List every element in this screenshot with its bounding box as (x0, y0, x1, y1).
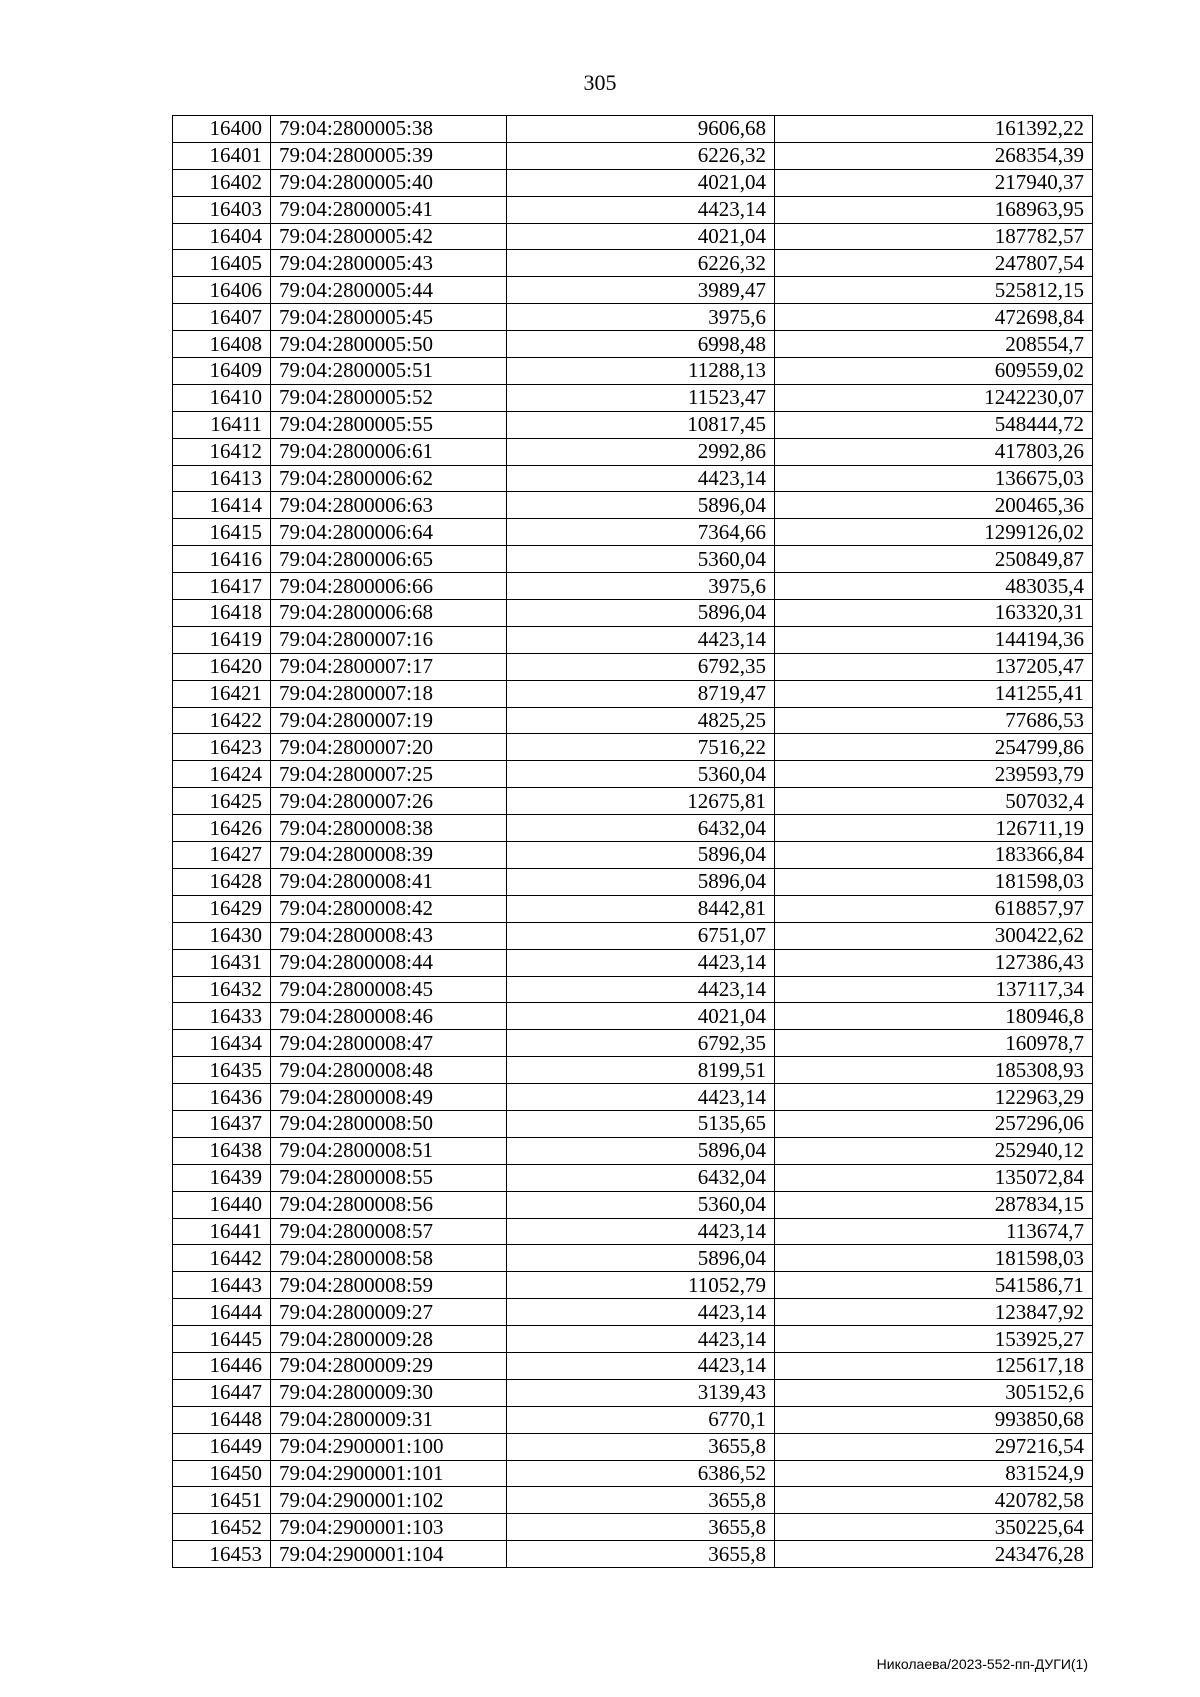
cadastral-number-cell: 79:04:2800005:39 (271, 142, 507, 169)
document-footer-reference: Николаева/2023-552-пп-ДУГИ(1) (876, 1656, 1088, 1672)
cadastral-value-cell: 180946,8 (775, 1003, 1093, 1030)
cadastral-value-cell: 305152,6 (775, 1379, 1093, 1406)
table-row (173, 707, 1093, 734)
row-number-cell: 16440 (173, 1191, 271, 1218)
table-row (173, 358, 1093, 385)
area-cell: 3989,47 (507, 277, 775, 304)
table-row (173, 600, 1093, 627)
area-cell: 5896,04 (507, 1245, 775, 1272)
table-row (173, 1245, 1093, 1272)
area-cell: 3975,6 (507, 304, 775, 331)
cadastral-number-cell: 79:04:2800006:61 (271, 438, 507, 465)
cadastral-number-cell: 79:04:2800008:49 (271, 1084, 507, 1111)
area-cell: 4021,04 (507, 223, 775, 250)
area-cell: 5896,04 (507, 842, 775, 869)
cadastral-number-cell: 79:04:2900001:100 (271, 1433, 507, 1460)
cadastral-value-cell: 137117,34 (775, 976, 1093, 1003)
cadastral-value-cell: 350225,64 (775, 1514, 1093, 1541)
row-number-cell: 16419 (173, 626, 271, 653)
table-row (173, 788, 1093, 815)
area-cell: 6792,35 (507, 653, 775, 680)
cadastral-number-cell: 79:04:2900001:101 (271, 1460, 507, 1487)
cadastral-value-cell: 77686,53 (775, 707, 1093, 734)
cadastral-value-cell: 831524,9 (775, 1460, 1093, 1487)
table-row (173, 922, 1093, 949)
cadastral-number-cell: 79:04:2800005:52 (271, 384, 507, 411)
table-row (173, 169, 1093, 196)
row-number-cell: 16402 (173, 169, 271, 196)
table-row (173, 1218, 1093, 1245)
area-cell: 5896,04 (507, 868, 775, 895)
row-number-cell: 16417 (173, 573, 271, 600)
table-row (173, 653, 1093, 680)
area-cell: 3139,43 (507, 1379, 775, 1406)
cadastral-value-cell: 163320,31 (775, 600, 1093, 627)
area-cell: 6751,07 (507, 922, 775, 949)
cadastral-value-cell: 144194,36 (775, 626, 1093, 653)
cadastral-value-cell: 257296,06 (775, 1110, 1093, 1137)
cadastral-number-cell: 79:04:2800006:62 (271, 465, 507, 492)
cadastral-value-cell: 183366,84 (775, 842, 1093, 869)
area-cell: 4423,14 (507, 196, 775, 223)
cadastral-value-cell: 507032,4 (775, 788, 1093, 815)
row-number-cell: 16453 (173, 1541, 271, 1568)
cadastral-number-cell: 79:04:2800008:59 (271, 1272, 507, 1299)
area-cell: 8719,47 (507, 680, 775, 707)
table-row (173, 116, 1093, 143)
table-row (173, 1030, 1093, 1057)
cadastral-value-cell: 135072,84 (775, 1164, 1093, 1191)
cadastral-number-cell: 79:04:2800005:42 (271, 223, 507, 250)
row-number-cell: 16403 (173, 196, 271, 223)
area-cell: 4423,14 (507, 1299, 775, 1326)
cadastral-number-cell: 79:04:2800009:28 (271, 1326, 507, 1353)
area-cell: 6770,1 (507, 1406, 775, 1433)
table-row (173, 680, 1093, 707)
row-number-cell: 16433 (173, 1003, 271, 1030)
area-cell: 3655,8 (507, 1514, 775, 1541)
area-cell: 4021,04 (507, 1003, 775, 1030)
table-row (173, 546, 1093, 573)
area-cell: 4825,25 (507, 707, 775, 734)
cadastral-value-cell: 122963,29 (775, 1084, 1093, 1111)
area-cell: 5896,04 (507, 492, 775, 519)
cadastral-value-cell: 250849,87 (775, 546, 1093, 573)
cadastral-number-cell: 79:04:2800007:26 (271, 788, 507, 815)
table-row (173, 1406, 1093, 1433)
cadastral-number-cell: 79:04:2800008:58 (271, 1245, 507, 1272)
cadastral-number-cell: 79:04:2800007:16 (271, 626, 507, 653)
cadastral-value-cell: 247807,54 (775, 250, 1093, 277)
area-cell: 4423,14 (507, 465, 775, 492)
table-row (173, 1460, 1093, 1487)
row-number-cell: 16435 (173, 1057, 271, 1084)
row-number-cell: 16451 (173, 1487, 271, 1514)
cadastral-value-cell: 548444,72 (775, 411, 1093, 438)
cadastral-number-cell: 79:04:2800008:57 (271, 1218, 507, 1245)
page-number: 305 (583, 70, 617, 95)
cadastral-value-cell: 161392,22 (775, 116, 1093, 143)
row-number-cell: 16404 (173, 223, 271, 250)
area-cell: 6792,35 (507, 1030, 775, 1057)
cadastral-value-cell: 136675,03 (775, 465, 1093, 492)
row-number-cell: 16409 (173, 358, 271, 385)
table-row (173, 1379, 1093, 1406)
cadastral-number-cell: 79:04:2800009:30 (271, 1379, 507, 1406)
area-cell: 2992,86 (507, 438, 775, 465)
row-number-cell: 16414 (173, 492, 271, 519)
row-number-cell: 16405 (173, 250, 271, 277)
row-number-cell: 16410 (173, 384, 271, 411)
area-cell: 4423,14 (507, 1326, 775, 1353)
cadastral-value-cell: 181598,03 (775, 1245, 1093, 1272)
area-cell: 12675,81 (507, 788, 775, 815)
row-number-cell: 16450 (173, 1460, 271, 1487)
area-cell: 4423,14 (507, 626, 775, 653)
row-number-cell: 16447 (173, 1379, 271, 1406)
cadastral-number-cell: 79:04:2800008:55 (271, 1164, 507, 1191)
row-number-cell: 16420 (173, 653, 271, 680)
cadastral-number-cell: 79:04:2800008:41 (271, 868, 507, 895)
row-number-cell: 16448 (173, 1406, 271, 1433)
cadastral-value-cell: 1299126,02 (775, 519, 1093, 546)
row-number-cell: 16444 (173, 1299, 271, 1326)
row-number-cell: 16413 (173, 465, 271, 492)
row-number-cell: 16449 (173, 1433, 271, 1460)
cadastral-value-cell: 417803,26 (775, 438, 1093, 465)
table-row (173, 1433, 1093, 1460)
row-number-cell: 16436 (173, 1084, 271, 1111)
cadastral-number-cell: 79:04:2800008:38 (271, 815, 507, 842)
row-number-cell: 16431 (173, 949, 271, 976)
row-number-cell: 16452 (173, 1514, 271, 1541)
table-row (173, 277, 1093, 304)
area-cell: 6432,04 (507, 1164, 775, 1191)
cadastral-value-cell: 243476,28 (775, 1541, 1093, 1568)
table-row (173, 1352, 1093, 1379)
area-cell: 8199,51 (507, 1057, 775, 1084)
table-row (173, 626, 1093, 653)
row-number-cell: 16425 (173, 788, 271, 815)
area-cell: 11523,47 (507, 384, 775, 411)
cadastral-number-cell: 79:04:2800005:50 (271, 331, 507, 358)
cadastral-value-cell: 993850,68 (775, 1406, 1093, 1433)
cadastral-number-cell: 79:04:2800007:20 (271, 734, 507, 761)
row-number-cell: 16411 (173, 411, 271, 438)
row-number-cell: 16423 (173, 734, 271, 761)
cadastral-number-cell: 79:04:2800008:42 (271, 895, 507, 922)
cadastral-value-cell: 123847,92 (775, 1299, 1093, 1326)
area-cell: 5360,04 (507, 1191, 775, 1218)
area-cell: 5896,04 (507, 600, 775, 627)
cadastral-number-cell: 79:04:2800006:64 (271, 519, 507, 546)
cadastral-value-cell: 153925,27 (775, 1326, 1093, 1353)
cadastral-value-cell: 239593,79 (775, 761, 1093, 788)
cadastral-number-cell: 79:04:2800007:25 (271, 761, 507, 788)
cadastral-number-cell: 79:04:2800006:68 (271, 600, 507, 627)
area-cell: 7364,66 (507, 519, 775, 546)
cadastral-value-cell: 200465,36 (775, 492, 1093, 519)
table-row (173, 465, 1093, 492)
row-number-cell: 16445 (173, 1326, 271, 1353)
cadastral-number-cell: 79:04:2900001:102 (271, 1487, 507, 1514)
cadastral-value-cell: 127386,43 (775, 949, 1093, 976)
table-row (173, 1191, 1093, 1218)
table-row (173, 384, 1093, 411)
cadastral-number-cell: 79:04:2900001:104 (271, 1541, 507, 1568)
table-row (173, 196, 1093, 223)
cadastral-value-cell: 185308,93 (775, 1057, 1093, 1084)
cadastral-value-cell: 483035,4 (775, 573, 1093, 600)
row-number-cell: 16422 (173, 707, 271, 734)
area-cell: 4021,04 (507, 169, 775, 196)
cadastral-value-cell: 300422,62 (775, 922, 1093, 949)
table-row (173, 519, 1093, 546)
cadastral-number-cell: 79:04:2800009:29 (271, 1352, 507, 1379)
row-number-cell: 16442 (173, 1245, 271, 1272)
row-number-cell: 16415 (173, 519, 271, 546)
cadastral-value-cell: 1242230,07 (775, 384, 1093, 411)
table-row (173, 223, 1093, 250)
cadastral-value-cell: 208554,7 (775, 331, 1093, 358)
area-cell: 4423,14 (507, 1352, 775, 1379)
cadastral-value-cell: 541586,71 (775, 1272, 1093, 1299)
area-cell: 10817,45 (507, 411, 775, 438)
area-cell: 3655,8 (507, 1433, 775, 1460)
cadastral-number-cell: 79:04:2800006:65 (271, 546, 507, 573)
row-number-cell: 16437 (173, 1110, 271, 1137)
area-cell: 6226,32 (507, 250, 775, 277)
area-cell: 11052,79 (507, 1272, 775, 1299)
table-row (173, 1514, 1093, 1541)
table-row (173, 1110, 1093, 1137)
cadastral-number-cell: 79:04:2900001:103 (271, 1514, 507, 1541)
area-cell: 3655,8 (507, 1541, 775, 1568)
cadastral-value-cell: 420782,58 (775, 1487, 1093, 1514)
row-number-cell: 16439 (173, 1164, 271, 1191)
cadastral-value-cell: 525812,15 (775, 277, 1093, 304)
cadastral-number-cell: 79:04:2800005:38 (271, 116, 507, 143)
area-cell: 5135,65 (507, 1110, 775, 1137)
cadastral-number-cell: 79:04:2800006:66 (271, 573, 507, 600)
table-row (173, 304, 1093, 331)
table-row (173, 1487, 1093, 1514)
row-number-cell: 16412 (173, 438, 271, 465)
area-cell: 8442,81 (507, 895, 775, 922)
table-row (173, 438, 1093, 465)
row-number-cell: 16430 (173, 922, 271, 949)
area-cell: 6432,04 (507, 815, 775, 842)
cadastral-value-cell: 217940,37 (775, 169, 1093, 196)
area-cell: 4423,14 (507, 1218, 775, 1245)
cadastral-number-cell: 79:04:2800005:40 (271, 169, 507, 196)
area-cell: 11288,13 (507, 358, 775, 385)
cadastral-value-cell: 126711,19 (775, 815, 1093, 842)
table-row (173, 1164, 1093, 1191)
cadastral-value-cell: 160978,7 (775, 1030, 1093, 1057)
cadastral-number-cell: 79:04:2800005:43 (271, 250, 507, 277)
row-number-cell: 16408 (173, 331, 271, 358)
cadastral-value-cell: 181598,03 (775, 868, 1093, 895)
cadastral-number-cell: 79:04:2800009:31 (271, 1406, 507, 1433)
row-number-cell: 16401 (173, 142, 271, 169)
cadastral-value-table (172, 115, 1093, 1568)
area-cell: 5360,04 (507, 761, 775, 788)
row-number-cell: 16416 (173, 546, 271, 573)
cadastral-value-cell: 254799,86 (775, 734, 1093, 761)
area-cell: 6998,48 (507, 331, 775, 358)
row-number-cell: 16418 (173, 600, 271, 627)
area-cell: 4423,14 (507, 949, 775, 976)
table-row (173, 1299, 1093, 1326)
table-row (173, 1137, 1093, 1164)
table-row (173, 868, 1093, 895)
area-cell: 3655,8 (507, 1487, 775, 1514)
cadastral-value-cell: 287834,15 (775, 1191, 1093, 1218)
table-row (173, 949, 1093, 976)
cadastral-value-cell: 268354,39 (775, 142, 1093, 169)
row-number-cell: 16426 (173, 815, 271, 842)
cadastral-value-cell: 472698,84 (775, 304, 1093, 331)
row-number-cell: 16406 (173, 277, 271, 304)
cadastral-number-cell: 79:04:2800008:48 (271, 1057, 507, 1084)
cadastral-number-cell: 79:04:2800008:44 (271, 949, 507, 976)
row-number-cell: 16428 (173, 868, 271, 895)
cadastral-number-cell: 79:04:2800007:18 (271, 680, 507, 707)
area-cell: 7516,22 (507, 734, 775, 761)
cadastral-number-cell: 79:04:2800008:46 (271, 1003, 507, 1030)
area-cell: 3975,6 (507, 573, 775, 600)
table-row (173, 331, 1093, 358)
cadastral-number-cell: 79:04:2800005:44 (271, 277, 507, 304)
cadastral-number-cell: 79:04:2800005:45 (271, 304, 507, 331)
row-number-cell: 16424 (173, 761, 271, 788)
table-row (173, 1326, 1093, 1353)
table-row (173, 976, 1093, 1003)
cadastral-number-cell: 79:04:2800005:41 (271, 196, 507, 223)
area-cell: 5896,04 (507, 1137, 775, 1164)
row-number-cell: 16446 (173, 1352, 271, 1379)
table-row (173, 1003, 1093, 1030)
row-number-cell: 16427 (173, 842, 271, 869)
cadastral-number-cell: 79:04:2800007:19 (271, 707, 507, 734)
cadastral-value-cell: 137205,47 (775, 653, 1093, 680)
cadastral-value-cell: 187782,57 (775, 223, 1093, 250)
cadastral-number-cell: 79:04:2800008:47 (271, 1030, 507, 1057)
row-number-cell: 16421 (173, 680, 271, 707)
cadastral-value-cell: 141255,41 (775, 680, 1093, 707)
cadastral-value-cell: 297216,54 (775, 1433, 1093, 1460)
row-number-cell: 16407 (173, 304, 271, 331)
table-row (173, 492, 1093, 519)
cadastral-value-cell: 125617,18 (775, 1352, 1093, 1379)
cadastral-value-cell: 609559,02 (775, 358, 1093, 385)
cadastral-value-cell: 618857,97 (775, 895, 1093, 922)
row-number-cell: 16434 (173, 1030, 271, 1057)
cadastral-number-cell: 79:04:2800005:51 (271, 358, 507, 385)
table-row (173, 761, 1093, 788)
cadastral-value-cell: 113674,7 (775, 1218, 1093, 1245)
cadastral-number-cell: 79:04:2800008:50 (271, 1110, 507, 1137)
area-cell: 6386,52 (507, 1460, 775, 1487)
cadastral-number-cell: 79:04:2800008:43 (271, 922, 507, 949)
table-row (173, 842, 1093, 869)
area-cell: 5360,04 (507, 546, 775, 573)
row-number-cell: 16432 (173, 976, 271, 1003)
row-number-cell: 16400 (173, 116, 271, 143)
cadastral-number-cell: 79:04:2800006:63 (271, 492, 507, 519)
table-body (173, 116, 1093, 1568)
cadastral-number-cell: 79:04:2800009:27 (271, 1299, 507, 1326)
table-row (173, 250, 1093, 277)
row-number-cell: 16443 (173, 1272, 271, 1299)
area-cell: 6226,32 (507, 142, 775, 169)
table-row (173, 1057, 1093, 1084)
table-row (173, 734, 1093, 761)
cadastral-value-cell: 168963,95 (775, 196, 1093, 223)
table-row (173, 1272, 1093, 1299)
area-cell: 4423,14 (507, 1084, 775, 1111)
cadastral-number-cell: 79:04:2800008:45 (271, 976, 507, 1003)
row-number-cell: 16438 (173, 1137, 271, 1164)
cadastral-value-cell: 252940,12 (775, 1137, 1093, 1164)
table-row (173, 1541, 1093, 1568)
table-row (173, 573, 1093, 600)
cadastral-number-cell: 79:04:2800008:51 (271, 1137, 507, 1164)
area-cell: 4423,14 (507, 976, 775, 1003)
cadastral-number-cell: 79:04:2800008:56 (271, 1191, 507, 1218)
table-row (173, 142, 1093, 169)
row-number-cell: 16429 (173, 895, 271, 922)
row-number-cell: 16441 (173, 1218, 271, 1245)
cadastral-number-cell: 79:04:2800005:55 (271, 411, 507, 438)
table-row (173, 815, 1093, 842)
table-row (173, 411, 1093, 438)
cadastral-number-cell: 79:04:2800008:39 (271, 842, 507, 869)
cadastral-number-cell: 79:04:2800007:17 (271, 653, 507, 680)
table-row (173, 895, 1093, 922)
area-cell: 9606,68 (507, 116, 775, 143)
table-row (173, 1084, 1093, 1111)
